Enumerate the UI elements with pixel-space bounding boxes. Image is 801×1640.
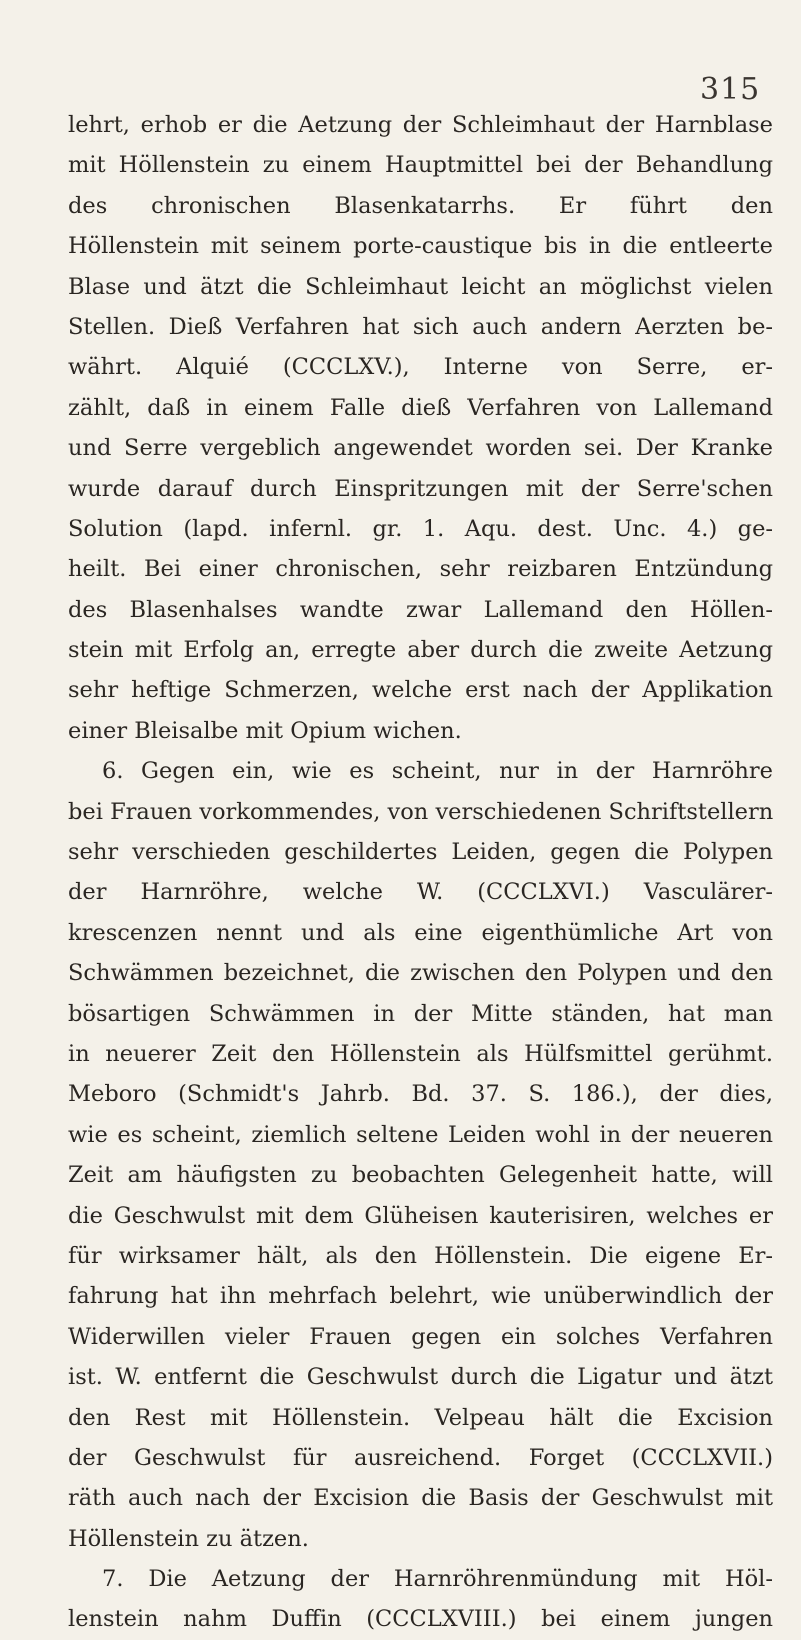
text-line: der Harnröhre, welche W. (CCCLXVI.) Vasculärer- xyxy=(68,879,773,906)
text-line: wurde darauf durch Einspritzungen mit der Serre'schen xyxy=(68,475,773,502)
text-line: Meboro (Schmidt's Jahrb. Bd. 37. S. 186.), der dies, xyxy=(68,1081,773,1108)
text-line: lehrt, erhob er die Aetzung der Schleimhaut der Harnblase xyxy=(68,112,773,138)
text-line: des chronischen Blasenkatarrhs. Er führt den xyxy=(68,192,773,219)
text-line: Widerwillen vieler Frauen gegen ein solches Verfahren xyxy=(68,1323,773,1350)
text-line: die Geschwulst mit dem Glüheisen kauterisiren, welches er xyxy=(68,1202,773,1229)
text-line: Schwämmen bezeichnet, die zwischen den Polypen und den xyxy=(68,960,773,987)
text-line: zählt, daß in einem Falle dieß Verfahren von Lallemand xyxy=(68,394,773,421)
text-line: bei Frauen vorkommendes, von verschiedenen Schriftstellern xyxy=(68,798,773,825)
text-line: und Serre vergeblich angewendet worden sei. Der Kranke xyxy=(68,435,773,462)
text-line: mit Höllenstein zu einem Hauptmittel bei der Behandlung xyxy=(68,152,773,179)
text-line: ist. W. entfernt die Geschwulst durch die Ligatur und ätzt xyxy=(68,1364,773,1391)
text-line: wie es scheint, ziemlich seltene Leiden wohl in der neueren xyxy=(68,1121,773,1148)
page-number: 315 xyxy=(700,72,761,107)
text-line: währt. Alquié (CCCLXV.), Interne von Serre, er- xyxy=(68,354,773,381)
text-line: für wirksamer hält, als den Höllenstein. Die eigene Er- xyxy=(68,1242,773,1269)
text-line: heilt. Bei einer chronischen, sehr reizbaren Entzündung xyxy=(68,556,773,583)
text-line: lenstein nahm Duffin (CCCLXVIII.) bei einem jungen xyxy=(68,1606,773,1633)
text-line: krescenzen nennt und als eine eigenthümliche Art von xyxy=(68,919,773,946)
text-line: des Blasenhalses wandte zwar Lallemand den Höllen- xyxy=(68,596,773,623)
text-line: Zeit am häufigsten zu beobachten Gelegenheit hatte, will xyxy=(68,1162,773,1189)
text-line: den Rest mit Höllenstein. Velpeau hält die Excision xyxy=(68,1404,773,1431)
text-line: einer Bleisalbe mit Opium wichen. xyxy=(68,717,462,744)
text-line: in neuerer Zeit den Höllenstein als Hülfsmittel gerühmt. xyxy=(68,1040,773,1067)
text-line: sehr heftige Schmerzen, welche erst nach der Applikation xyxy=(68,677,773,704)
text-line: Solution (lapd. infernl. gr. 1. Aqu. dest. Unc. 4.) ge- xyxy=(68,515,773,542)
text-line: der Geschwulst für ausreichend. Forget (CCCLXVII.) xyxy=(68,1444,773,1471)
body-text xyxy=(68,105,773,1640)
text-line: sehr verschieden geschildertes Leiden, gegen die Polypen xyxy=(68,839,773,866)
text-line: bösartigen Schwämmen in der Mitte ständen, hat man xyxy=(68,1000,773,1027)
text-line: fahrung hat ihn mehrfach belehrt, wie unüberwindlich der xyxy=(68,1283,773,1310)
text-line: Höllenstein zu ätzen. xyxy=(68,1525,309,1552)
text-line: Stellen. Dieß Verfahren hat sich auch andern Aerzten be- xyxy=(68,313,773,340)
text-line: räth auch nach der Excision die Basis der Geschwulst mit xyxy=(68,1485,773,1512)
text-line: 7. Die Aetzung der Harnröhrenmündung mit Höl- xyxy=(102,1566,773,1593)
text-line: stein mit Erfolg an, erregte aber durch die zweite Aetzung xyxy=(68,637,773,664)
text-line: Höllenstein mit seinem porte-caustique bis in die entleerte xyxy=(68,233,773,260)
text-line: 6. Gegen ein, wie es scheint, nur in der Harnröhre xyxy=(102,758,773,785)
text-line: Blase und ätzt die Schleimhaut leicht an möglichst vielen xyxy=(68,273,773,300)
